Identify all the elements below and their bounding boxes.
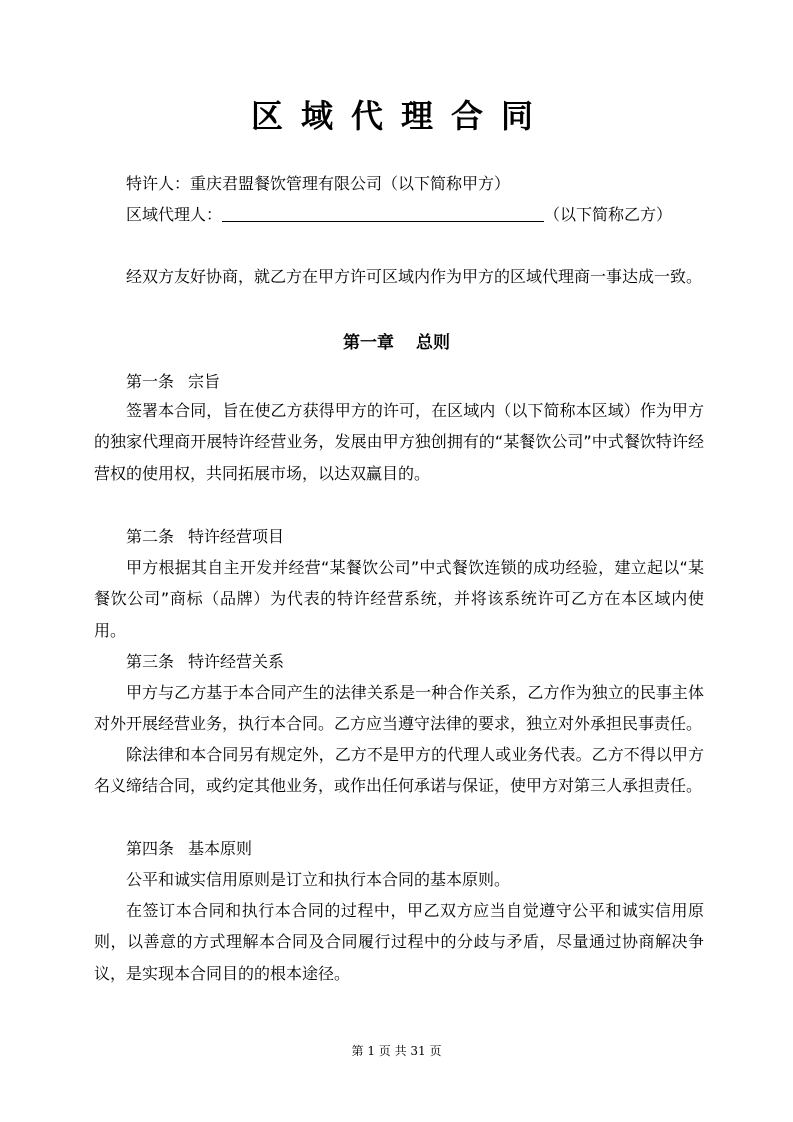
article-name: 基本原则 <box>188 839 253 858</box>
article-number: 第一条 <box>126 372 175 391</box>
article-number: 第三条 <box>126 652 175 671</box>
article-heading <box>126 366 736 397</box>
agent-line <box>126 199 736 230</box>
article-heading <box>126 521 736 552</box>
chapter-heading <box>0 328 793 359</box>
article-paragraph: 签署本合同，旨在使乙方获得甲方的许可，在区域内（以下简称本区域）作为甲方的独家代理商开展特许经营业务，发展由甲方独创拥有的“某餐饮公司”中式餐饮特许经营权的使用权，共同拓展市场，以达双赢目的。 <box>94 401 704 483</box>
chapter-name: 总则 <box>416 333 450 353</box>
agent-label: 区域代理人： <box>126 205 223 224</box>
article-paragraph: 在签订本合同和执行本合同的过程中，甲乙双方应当自觉遵守公平和诚实信用原则，以善意的方式理解本合同及合同履行过程中的分歧与矛盾，尽量通过协商解决争议，是实现本合同目的的根本途径。 <box>94 901 704 983</box>
franchisor-line: 特许人：重庆君盟餐饮管理有限公司（以下简称甲方） <box>126 174 511 193</box>
article-paragraph: 甲方根据其自主开发并经营“某餐饮公司”中式餐饮连锁的成功经验，建立起以“某餐饮公司”商标（品牌）为代表的特许经营系统，并将该系统许可乙方在本区域内使用。 <box>94 558 704 640</box>
contract-title: 区域代理合同 <box>250 97 551 135</box>
article-heading <box>126 833 736 864</box>
agent-suffix: （以下简称乙方） <box>544 205 673 224</box>
agent-name-blank <box>222 203 544 222</box>
article-number: 第四条 <box>126 839 175 858</box>
page-footer: 第 1 页 共 31 页 <box>351 1044 442 1058</box>
article-paragraph: 甲方与乙方基于本合同产生的法律关系是一种合作关系，乙方作为独立的民事主体对外开展经营业务，执行本合同。乙方应当遵守法律的要求，独立对外承担民事责任。 <box>94 683 704 734</box>
article-name: 特许经营项目 <box>188 527 285 546</box>
article-number: 第二条 <box>126 527 175 546</box>
intro-paragraph: 经双方友好协商，就乙方在甲方许可区域内作为甲方的区域代理商一事达成一致。 <box>126 267 703 286</box>
article-heading <box>126 646 736 677</box>
article-paragraph: 除法律和本合同另有规定外，乙方不是甲方的代理人或业务代表。乙方不得以甲方名义缔结合同，或约定其他业务，或作出任何承诺与保证，使甲方对第三人承担责任。 <box>94 745 704 796</box>
article-paragraph: 公平和诚实信用原则是订立和执行本合同的基本原则。 <box>126 870 511 889</box>
article-name: 特许经营关系 <box>188 652 285 671</box>
chapter-number: 第一章 <box>343 333 394 353</box>
article-name: 宗旨 <box>188 372 221 391</box>
